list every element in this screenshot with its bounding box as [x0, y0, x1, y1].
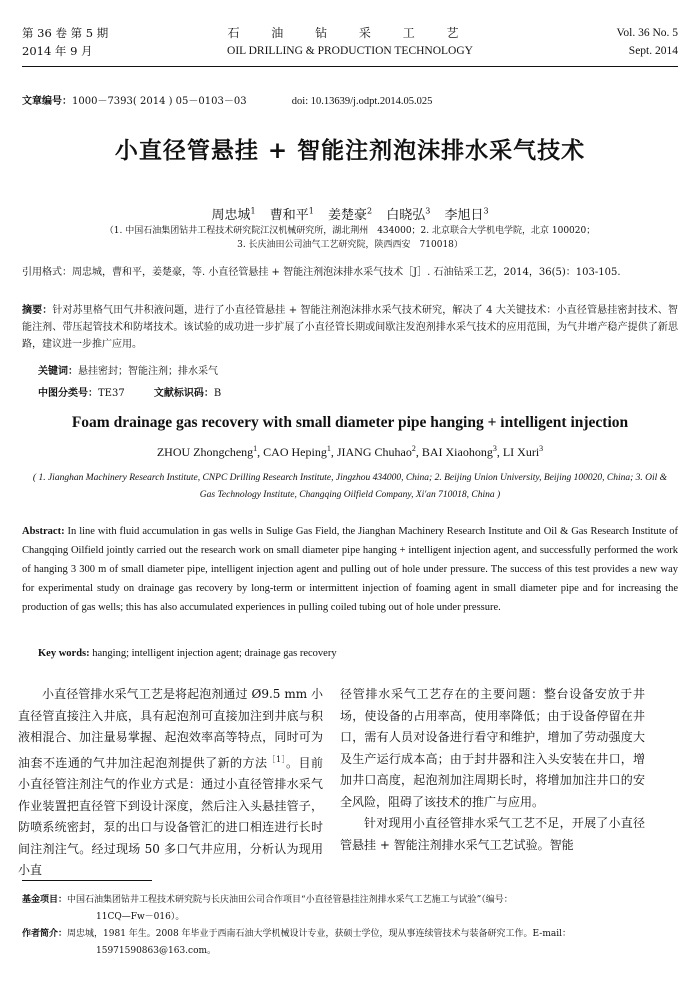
fund-note [22, 892, 678, 909]
author-cn [270, 208, 314, 223]
author-sup: 3 [425, 206, 431, 216]
header-journal [22, 24, 678, 60]
body-column-right [340, 684, 645, 856]
author-sup: 2 [366, 206, 373, 216]
abstract-text-en: In line with fluid accumulation in gas wells in Sulige Gas Field, the Jianghan Machinery Research Institute and Oil & Gas Research Institute of Changqing Oilfield jointly carried out the research work on small diameter pipe hanging + intelligent injection agent, and successfully performed the work of hanging 3 300 m of small diameter pipe, intelligent injection agent and pulling out of hole under pressure. The success of this test provides a new way for experimental study on drainage gas recovery by long-term or intermittent injection of foaming agent in small diameter pipe and for increasing the production of gas wells; this has also accumulated experiences in pulling coiled tubing out of hole under pressure. [22, 526, 679, 613]
author-cn [211, 208, 255, 223]
author-list-cn [0, 204, 700, 223]
paragraph-text: 。目前小直径管注剂注气的作业方式是：通过小直径管排水采气作业装置把直径管下到设计深度，然后注入头悬挂管子，防喷系统密封，泵的出口与设备管汇的进口相连进行长时间注剂注气。经过现场 50 多口气井应用，分析认为现用小直 [18, 755, 323, 877]
author-sup: 1 [253, 444, 258, 453]
doi-link[interactable]: doi: 10.13639/j.odpt.2014.05.025 [291, 96, 433, 107]
abstract-label-en: Abstract: [22, 526, 65, 537]
abstract-label-cn: 摘要： [22, 305, 53, 316]
footnote [22, 892, 678, 960]
body-column-left [18, 684, 323, 882]
author-name: 曹和平 [269, 208, 309, 223]
paragraph-text: 小直径管排水采气工艺是将起泡剂通过 Ø9.5 mm 小直径管直接注入井底，具有起泡剂可直接加注到井底与积液相混合、加注量易掌握、起泡效率高等特点，同时可为油套不连通的气井加注起泡剂提供了新的方法 [18, 687, 323, 770]
author-sup: 3 [483, 206, 489, 216]
author-name: 李旭日 [444, 208, 484, 223]
author-list-en: ZHOU Zhongcheng$^1$, CAO Heping$^1$, JIANG Chuhao$^2$, BAI Xiaohong$^3$, LI Xuri$^3$ [156, 444, 544, 459]
author-sup: 3 [492, 444, 497, 453]
keywords-text-cn: 悬挂密封；智能注剂；排水采气 [78, 366, 218, 377]
classification-line [38, 384, 221, 399]
volume-cn: 第 36 卷 第 5 期 [22, 26, 109, 40]
affiliations-cn [0, 224, 700, 252]
article-id-value: 1000－7393( 2014 ) 05－0103－03 [72, 96, 247, 107]
author-sup: 1 [308, 206, 314, 216]
author-sup: 2 [411, 444, 416, 453]
author-name: CAO Heping [263, 445, 327, 459]
keywords-cn [38, 362, 218, 377]
bio-label: 作者简介： [22, 929, 68, 939]
citation-format: 引用格式：周忠城，曹和平，姜楚豪，等. 小直径管悬挂 + 智能注剂泡沫排水采气技术［J］. 石油钻采工艺，2014，36(5)：103-105. [22, 267, 621, 278]
body-paragraph [18, 684, 323, 882]
abstract-en [22, 522, 678, 617]
abstract-text-cn: 针对苏里格气田气井积液问题，进行了小直径管悬挂 + 智能注剂泡沫排水采气技术研究，解决了 4 大关键技术：小直径管悬挂密封技术、智能注剂、带压起管技术和防堵技术。该试验的成功进一步扩展了小直径管长期或间歇注发泡剂排水采气技术的应用范围，为气井增产稳产提供了新思路，建议进一步推广应用。 [22, 305, 678, 350]
author-en [337, 445, 416, 459]
keywords-label-en: Key words: [38, 648, 90, 659]
article-title-cn: 小直径管悬挂 + 智能注剂泡沫排水采气技术 [114, 138, 586, 164]
body-paragraph: 径管排水采气工艺存在的主要问题：整台设备安放于井场，使设备的占用率高，使用率降低；由于设备停留在井口，需有人员对设备进行看守和维护，增加了劳动强度大及生产运行成本高；由于封井器和注入头安装在井口，增加井口高度，起泡剂加注周期长时，将增加加注井口的安全风险，阻碍了该技术的推广与应用。 [340, 687, 645, 809]
author-en [157, 445, 257, 459]
author-name: 白晓弘 [386, 208, 426, 223]
author-en [263, 445, 331, 459]
author-name: JIANG Chuhao [336, 445, 412, 459]
fund-label: 基金项目： [22, 895, 68, 905]
author-bio [22, 926, 678, 943]
date-en: Sept. 2014 [628, 45, 678, 57]
author-sup: 3 [539, 444, 544, 453]
author-cn [328, 208, 372, 223]
date-cn: 2014 年 9 月 [22, 44, 93, 58]
bio-text: 周忠城，1981 年生。2008 年毕业于西南石油大学机械设计专业，获硕士学位，现从事连续管技术与装备研究工作。E-mail： [67, 929, 571, 939]
author-name: LI Xuri [502, 445, 540, 459]
page-header [22, 24, 678, 64]
article-id-line [22, 92, 432, 107]
footnote-divider [22, 880, 152, 881]
author-name: 周忠城 [211, 208, 251, 223]
affiliation-line: 3. 长庆油田公司油气工艺研究院，陕西西安 710018） [237, 240, 463, 250]
author-cn [386, 208, 430, 223]
abstract-cn [22, 302, 678, 353]
author-name: ZHOU Zhongcheng [156, 445, 254, 459]
volume-en: Vol. 36 No. 5 [616, 27, 678, 39]
author-sup: 1 [326, 444, 331, 453]
journal-title-cn: 石 油 钻 采 工 艺 [227, 26, 473, 40]
fund-text: 中国石油集团钻井工程技术研究院与长庆油田公司合作项目“小直径管悬挂注剂排水采气工艺施工与试验”（编号： [67, 895, 513, 905]
author-sup: 1 [250, 206, 256, 216]
clc-value: TE37 [98, 388, 125, 399]
author-name: BAI Xiaohong [421, 445, 493, 459]
keywords-label-cn: 关键词： [38, 366, 78, 377]
journal-title-en: OIL DRILLING & PRODUCTION TECHNOLOGY [227, 45, 473, 57]
author-en [422, 445, 497, 459]
doc-code-label: 文献标识码： [153, 388, 214, 399]
author-email[interactable]: 15971590863@163.com。 [96, 946, 217, 956]
author-cn [444, 208, 488, 223]
fund-text-cont: 11CQ—Fw－016）。 [96, 912, 185, 922]
doc-code-value: B [213, 388, 222, 399]
header-volume-en [617, 24, 678, 60]
clc-label: 中图分类号： [38, 388, 98, 399]
affiliations-en: ( 1. Jianghan Machinery Research Institute, CNPC Drilling Research Institute, Jingzhou 434000, China; 2. Beijing Union University, Beijing 100020, China; 3. Oil & Gas Technology Institute, Changqing Oilfield Company, Xi'an 710018, China ) [32, 473, 668, 500]
affiliation-line: （1. 中国石油集团钻井工程技术研究院江汉机械研究所，湖北荆州 434000；2. 北京联合大学机电学院，北京 100020； [104, 226, 596, 236]
keywords-en [38, 648, 337, 659]
body-paragraph: 针对现用小直径管排水采气工艺不足，开展了小直径管悬挂 + 智能注剂排水采气工艺试验。智能 [340, 816, 645, 852]
keywords-text-en: hanging; intelligent injection agent; drainage gas recovery [92, 648, 337, 659]
author-en [503, 445, 543, 459]
article-title-en: Foam drainage gas recovery with small diameter pipe hanging + intelligent injection [71, 414, 629, 431]
article-id-label: 文章编号： [22, 96, 72, 107]
header-divider [22, 66, 678, 67]
reference-marker[interactable]: ［1］ [267, 754, 287, 764]
author-name: 姜楚豪 [327, 208, 367, 223]
